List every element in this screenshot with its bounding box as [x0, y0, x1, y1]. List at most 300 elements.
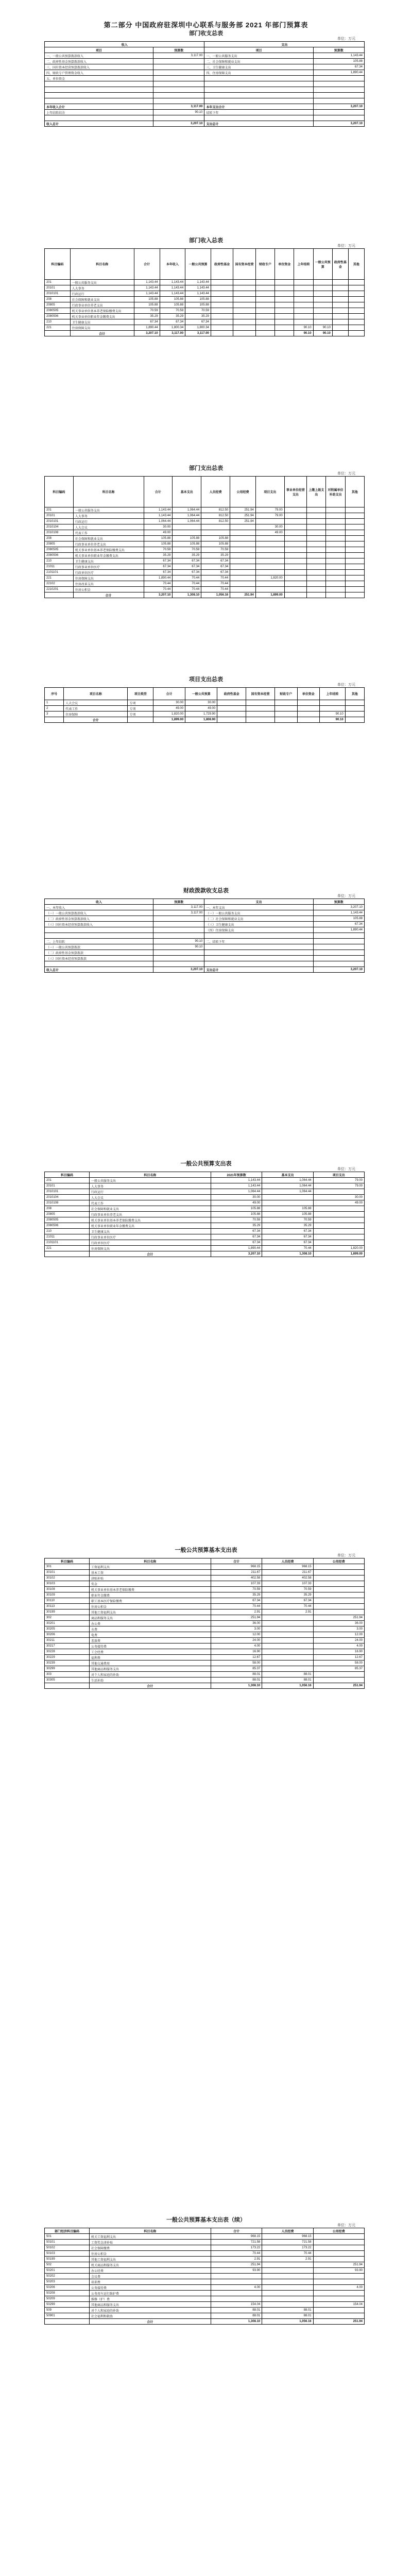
- table-cell: [313, 314, 332, 319]
- table-row: [45, 2313, 365, 2319]
- table-cell: 251.94: [313, 2319, 364, 2325]
- column-header: 政府性基金: [217, 688, 246, 700]
- table-row: [45, 104, 365, 110]
- column-header: 公用经费: [313, 2228, 364, 2234]
- table-cell: [211, 291, 233, 297]
- table-cell: 79.00: [313, 1183, 364, 1189]
- table-cell: 机关事业单位职业年金缴费支出: [73, 553, 144, 558]
- table-cell: [275, 285, 294, 291]
- table-cell: 67.34: [173, 564, 201, 570]
- table-cell: 1,820.00: [255, 575, 284, 581]
- table-row: [45, 1621, 365, 1626]
- table-cell: 211.67: [211, 1570, 262, 1575]
- table-cell: 67.34: [201, 564, 230, 570]
- table-cell: 35.29: [134, 314, 160, 319]
- table-cell: [345, 706, 364, 711]
- table-cell: [313, 1592, 364, 1598]
- table6-title: 一般公共预算支出表: [180, 1161, 232, 1167]
- table-cell: 住房公积金: [89, 2251, 211, 2257]
- table-cell: 2101101: [45, 570, 74, 575]
- table-cell: [211, 302, 233, 308]
- table-cell: 1,143.44: [211, 1183, 262, 1189]
- table-cell: 154.04: [313, 2302, 364, 2308]
- table-cell: [326, 507, 345, 513]
- table-cell: 67.34: [201, 570, 230, 575]
- table-row: [45, 1672, 365, 1677]
- table-cell: 3,117.00: [160, 331, 185, 336]
- table-cell: 2010101: [45, 1189, 90, 1195]
- table-cell: [262, 1660, 313, 1666]
- table-cell: 1,056.16: [201, 592, 230, 598]
- table-cell: [246, 706, 275, 711]
- column-header: 部门经济科目编码: [45, 2228, 90, 2234]
- table-cell: 2101101: [45, 1240, 90, 1246]
- table-cell: 210: [45, 319, 71, 325]
- table-row: [45, 541, 365, 547]
- table-cell: （二）社会保障和就业支出: [204, 916, 313, 922]
- table-row: [45, 2302, 365, 2308]
- table-cell: 1,808.90: [185, 717, 217, 723]
- table-cell: [307, 553, 326, 558]
- table-cell: [233, 325, 255, 331]
- table-cell: 302: [45, 1615, 90, 1621]
- table-cell: 50203: [45, 2279, 90, 2285]
- table-cell: [45, 115, 153, 121]
- table-cell: [345, 519, 364, 524]
- table-cell: 402.58: [211, 1575, 262, 1581]
- table-cell: [313, 1570, 364, 1575]
- table-cell: 50901: [45, 2313, 90, 2319]
- table-row: [45, 93, 365, 98]
- table-cell: [233, 308, 255, 314]
- table-cell: 70.44: [144, 587, 173, 592]
- table-cell: 工资福利支出: [89, 1564, 211, 1570]
- table-cell: 公务接待费: [89, 2285, 211, 2291]
- table-row: [45, 1234, 365, 1240]
- table-cell: 对个人和家庭的补助: [89, 1672, 211, 1677]
- table-cell: 67.34: [211, 1240, 262, 1246]
- table-row: [45, 922, 365, 927]
- table-cell: [233, 331, 255, 336]
- table-cell: [211, 285, 233, 291]
- table-row: [45, 2319, 365, 2325]
- table-cell: 1,143.44: [160, 280, 185, 285]
- table-row: [45, 1178, 365, 1183]
- table-cell: [313, 87, 364, 93]
- table-cell: [348, 331, 364, 336]
- table-cell: 人大会议: [89, 1195, 211, 1200]
- table-cell: [345, 524, 364, 530]
- column-header: 财政专户: [255, 249, 274, 280]
- table-row: [45, 553, 365, 558]
- table-row: [45, 2296, 365, 2302]
- table-cell: 968.15: [262, 1564, 313, 1570]
- table-cell: （二）政府性基金预算拨款: [45, 950, 153, 956]
- table-cell: 49.00: [211, 1200, 262, 1206]
- table-cell: 3,207.10: [153, 121, 204, 127]
- table-cell: [217, 706, 246, 711]
- table-cell: 251.94: [313, 1683, 364, 1689]
- table-row: [45, 331, 365, 336]
- table-cell: 专项: [128, 700, 153, 706]
- column-header: 政府性基金: [211, 249, 233, 280]
- table-cell: 行政运行: [70, 291, 134, 297]
- table-cell: [230, 553, 256, 558]
- table-cell: [275, 711, 297, 717]
- table-cell: 机关事业单位基本养老保险缴费: [89, 1587, 211, 1592]
- table-row: [45, 1195, 365, 1200]
- table-cell: 70.59: [185, 308, 211, 314]
- table-cell: 20805: [45, 1212, 90, 1217]
- page-title: 第二部分 中国政府驻深圳中心联系与服务部 2021 年部门预算表: [104, 21, 308, 29]
- table-cell: 30239: [45, 1660, 90, 1666]
- table-cell: [345, 592, 364, 598]
- table-cell: 90.10: [320, 711, 346, 717]
- table-cell: [262, 1632, 313, 1638]
- table-cell: 105.88: [134, 302, 160, 308]
- table-cell: 1,899.00: [313, 1251, 364, 1257]
- table-cell: 本年支出合计: [204, 104, 313, 110]
- table-cell: （三）国有资本经营预算拨款收入: [45, 922, 153, 927]
- table-cell: 行政事业单位养老支出: [73, 541, 144, 547]
- table-cell: 其他商品和服务支出: [89, 2302, 211, 2308]
- table-cell: （一）一般公共服务支出: [204, 910, 313, 916]
- table-cell: 机关事业单位基本养老保险缴费支出: [89, 1217, 211, 1223]
- table-cell: [233, 297, 255, 302]
- table-row: [45, 1677, 365, 1683]
- table-cell: [313, 76, 364, 81]
- table-cell: 人大会议: [73, 524, 144, 530]
- table-cell: 1,143.44: [185, 280, 211, 285]
- table-cell: 107.33: [211, 1581, 262, 1587]
- table-cell: [246, 711, 275, 717]
- table-cell: 79.00: [255, 507, 284, 513]
- table-cell: 2080506: [45, 314, 71, 319]
- column-header: 单位资金: [275, 249, 294, 280]
- table-cell: 67.34: [262, 1229, 313, 1234]
- table-cell: 70.59: [160, 308, 185, 314]
- table-row: [45, 81, 365, 87]
- table-cell: 90.10: [294, 325, 313, 331]
- table-cell: [255, 547, 284, 553]
- table-cell: [326, 564, 345, 570]
- table-cell: 五、单位资金: [45, 76, 153, 81]
- table-cell: [284, 547, 306, 553]
- table-cell: 24.00: [211, 1638, 262, 1643]
- table-cell: 30102: [45, 1575, 90, 1581]
- table-cell: [230, 570, 256, 575]
- table-cell: [153, 93, 204, 98]
- table-row: [45, 1212, 365, 1217]
- table-row: [45, 961, 365, 967]
- table-row: [45, 1251, 365, 1257]
- table-cell: 70.59: [262, 1217, 313, 1223]
- table-cell: 30205: [45, 1626, 90, 1632]
- table-cell: 支出总计: [204, 121, 313, 127]
- table-cell: [313, 1677, 364, 1683]
- table-cell: [332, 297, 348, 302]
- table-cell: [262, 1649, 313, 1655]
- table-row: [45, 587, 365, 592]
- table-cell: [320, 706, 346, 711]
- table-cell: 1,064.44: [262, 1189, 313, 1195]
- table-cell: 221: [45, 575, 74, 581]
- column-header: 预算数: [153, 899, 204, 905]
- table-cell: 12.67: [313, 1655, 364, 1660]
- table-cell: 代表工作: [89, 1200, 211, 1206]
- table-cell: [313, 2240, 364, 2245]
- table-cell: [153, 64, 204, 70]
- table-cell: 1,143.44: [134, 280, 160, 285]
- table-cell: [262, 1195, 313, 1200]
- table-cell: [326, 524, 345, 530]
- table-cell: 收入总计: [45, 967, 153, 973]
- table-cell: [345, 587, 364, 592]
- table-cell: 一、一般公共服务支出: [204, 53, 313, 59]
- table-cell: 合计: [73, 592, 144, 598]
- table-cell: 50209: [45, 2296, 90, 2302]
- table-cell: 251.94: [211, 2262, 262, 2268]
- table-row: [45, 2268, 365, 2274]
- table-cell: 721.58: [211, 2240, 262, 2245]
- table-cell: 20101: [45, 1183, 90, 1189]
- table-cell: [275, 706, 297, 711]
- table-cell: 30206: [45, 1632, 90, 1638]
- table-cell: [153, 922, 204, 927]
- table-cell: [45, 927, 153, 933]
- table-cell: [255, 280, 274, 285]
- table-cell: 1,143.44: [313, 53, 364, 59]
- table-cell: 生活补助: [89, 1677, 211, 1683]
- table-cell: [230, 558, 256, 564]
- table-cell: 专项: [128, 711, 153, 717]
- table-row: [45, 939, 365, 944]
- expense-group-header: 支出: [204, 42, 365, 47]
- table-cell: 办公费: [89, 1621, 211, 1626]
- table-cell: [313, 1223, 364, 1229]
- table-cell: 85.37: [313, 1666, 364, 1672]
- table-cell: 201: [45, 280, 71, 285]
- table-row: [45, 916, 365, 922]
- income-group-header: 收入: [45, 42, 204, 47]
- table-cell: 93.90: [313, 2268, 364, 2274]
- table-cell: 105.88: [313, 59, 364, 64]
- table-cell: 812.50: [201, 519, 230, 524]
- table-cell: [345, 547, 364, 553]
- table-cell: 221: [45, 325, 71, 331]
- table-cell: 人大会议: [64, 700, 128, 706]
- table-cell: [297, 706, 319, 711]
- table-cell: 67.34: [185, 319, 211, 325]
- table-cell: [45, 933, 153, 939]
- table-cell: [255, 553, 284, 558]
- table-cell: 1,899.00: [153, 717, 185, 723]
- table-cell: 509: [45, 2308, 90, 2313]
- table-cell: 88.01: [262, 2308, 313, 2313]
- table-cell: 1,890.44: [313, 927, 364, 933]
- table-cell: [332, 291, 348, 297]
- unit-label: 单位：万元: [337, 894, 355, 898]
- table-cell: [230, 536, 256, 541]
- table-row: [45, 564, 365, 570]
- table-cell: [332, 280, 348, 285]
- table-cell: 1,890.44: [144, 575, 173, 581]
- table-row: [45, 291, 365, 297]
- table-cell: [153, 59, 204, 64]
- table-cell: [313, 93, 364, 98]
- table-row: [45, 1609, 365, 1615]
- table-cell: 行政运行: [89, 1189, 211, 1195]
- table-cell: 三、卫生健康支出: [204, 64, 313, 70]
- table-cell: [313, 308, 332, 314]
- table-cell: 2010104: [45, 524, 74, 530]
- table-cell: [307, 587, 326, 592]
- column-header: 一般公共预算: [185, 688, 217, 700]
- table-row: [45, 1615, 365, 1621]
- column-header: 人员经费: [262, 1558, 313, 1564]
- table-cell: [313, 280, 332, 285]
- table-cell: 一、一般公共预算拨款收入: [45, 53, 153, 59]
- table-cell: [275, 280, 294, 285]
- table-cell: 1,308.10: [173, 592, 201, 598]
- table-cell: 其他交通费用: [89, 1660, 211, 1666]
- table-cell: 70.44: [173, 581, 201, 587]
- table-cell: 67.34: [313, 922, 364, 927]
- table-cell: [313, 1229, 364, 1234]
- table-cell: [313, 2245, 364, 2251]
- table-cell: 30201: [45, 1621, 90, 1626]
- table-cell: 2.91: [211, 1609, 262, 1615]
- table-cell: [345, 536, 364, 541]
- table-cell: [326, 570, 345, 575]
- table-row: [45, 1240, 365, 1246]
- table-cell: 福利费: [89, 1655, 211, 1660]
- table-cell: 251.94: [230, 592, 256, 598]
- table-row: [45, 314, 365, 319]
- table-cell: [307, 570, 326, 575]
- table-cell: [348, 280, 364, 285]
- table-cell: 88.01: [262, 1672, 313, 1677]
- table-cell: 卫生健康支出: [70, 319, 134, 325]
- table-row: [45, 967, 365, 973]
- table-cell: 一、本年收入: [45, 905, 153, 910]
- table1-title: 部门收支总表: [189, 30, 223, 37]
- table-cell: [313, 933, 364, 939]
- table-cell: 人大事务: [89, 1183, 211, 1189]
- table-cell: [173, 530, 201, 536]
- table-cell: 基本工资: [89, 1570, 211, 1575]
- table-cell: 3,207.10: [211, 1251, 262, 1257]
- table-cell: 968.15: [211, 1564, 262, 1570]
- table-cell: [348, 308, 364, 314]
- table-cell: 251.94: [211, 1615, 262, 1621]
- table-cell: [313, 2274, 364, 2279]
- table-cell: 30.00: [185, 700, 217, 706]
- unit-label: 单位：万元: [337, 683, 355, 687]
- table-cell: 30.00: [144, 524, 173, 530]
- table-cell: 社会保障和就业支出: [89, 1206, 211, 1212]
- column-header: 项目: [45, 47, 153, 53]
- table-cell: 105.88: [313, 916, 364, 922]
- table-cell: [255, 285, 274, 291]
- table-cell: 90.10: [153, 110, 204, 115]
- table-cell: [294, 302, 313, 308]
- table-cell: [262, 2268, 313, 2274]
- table-cell: 105.88: [185, 297, 211, 302]
- table-cell: 67.34: [262, 1240, 313, 1246]
- table-cell: [284, 575, 306, 581]
- table-cell: [313, 2279, 364, 2285]
- table-cell: 70.59: [144, 547, 173, 553]
- table-cell: 行政运行: [73, 519, 144, 524]
- table-cell: [284, 507, 306, 513]
- table-cell: [153, 87, 204, 93]
- table-cell: 1,143.44: [185, 285, 211, 291]
- unit-label: 单位：万元: [337, 2224, 355, 2227]
- table-cell: 4.00: [211, 1643, 262, 1649]
- table-cell: [255, 570, 284, 575]
- column-header: 其他: [345, 477, 364, 507]
- table-cell: 2210201: [45, 587, 74, 592]
- table-cell: 社会保障和就业支出: [73, 536, 144, 541]
- unit-label: 单位：万元: [337, 244, 355, 248]
- table-cell: [233, 285, 255, 291]
- table-cell: 其他工资福利支出: [89, 1609, 211, 1615]
- table-cell: 行政单位医疗: [73, 570, 144, 575]
- table-cell: 公务接待费: [89, 1643, 211, 1649]
- basic-expense-dept-table: [44, 2228, 365, 2325]
- table-cell: 67.34: [160, 319, 185, 325]
- table-cell: 1,143.44: [144, 507, 173, 513]
- table-cell: 3,207.10: [134, 331, 160, 336]
- table-row: [45, 1643, 365, 1649]
- column-header: 事业单位经营支出: [284, 477, 306, 507]
- table-cell: 合计: [70, 331, 134, 336]
- table-cell: [233, 302, 255, 308]
- table-cell: [307, 519, 326, 524]
- table-cell: 合计: [89, 1251, 211, 1257]
- table-cell: 3,207.10: [144, 592, 173, 598]
- table-cell: 301: [45, 1564, 90, 1570]
- column-header: 科目名称: [89, 2228, 211, 2234]
- table-cell: 88.01: [262, 1677, 313, 1683]
- table-cell: [313, 1609, 364, 1615]
- table-cell: 67.34: [211, 1229, 262, 1234]
- table-cell: [255, 536, 284, 541]
- table-cell: [345, 541, 364, 547]
- table-cell: 机关事业单位基本养老保险缴费支出: [70, 308, 134, 314]
- table-row: [45, 64, 365, 70]
- table-cell: 机关事业单位基本养老保险缴费支出: [73, 547, 144, 553]
- table-cell: 四、住房保障支出: [204, 70, 313, 76]
- table-cell: 二、上年结转: [45, 939, 153, 944]
- table-cell: 1,056.16: [262, 1683, 313, 1689]
- table-cell: [313, 302, 332, 308]
- table-row: [45, 1246, 365, 1251]
- table-cell: 251.94: [230, 513, 256, 519]
- table-cell: 58.00: [211, 1660, 262, 1666]
- table-cell: [313, 1598, 364, 1604]
- table-cell: [275, 297, 294, 302]
- table-cell: 住房公积金: [89, 1604, 211, 1609]
- table-row: [45, 1183, 365, 1189]
- table-cell: [313, 1206, 364, 1212]
- table-cell: [262, 1200, 313, 1206]
- table-cell: 维修（护）费: [89, 2296, 211, 2302]
- table-cell: 67.34: [144, 564, 173, 570]
- table-cell: [45, 331, 71, 336]
- table-cell: [332, 319, 348, 325]
